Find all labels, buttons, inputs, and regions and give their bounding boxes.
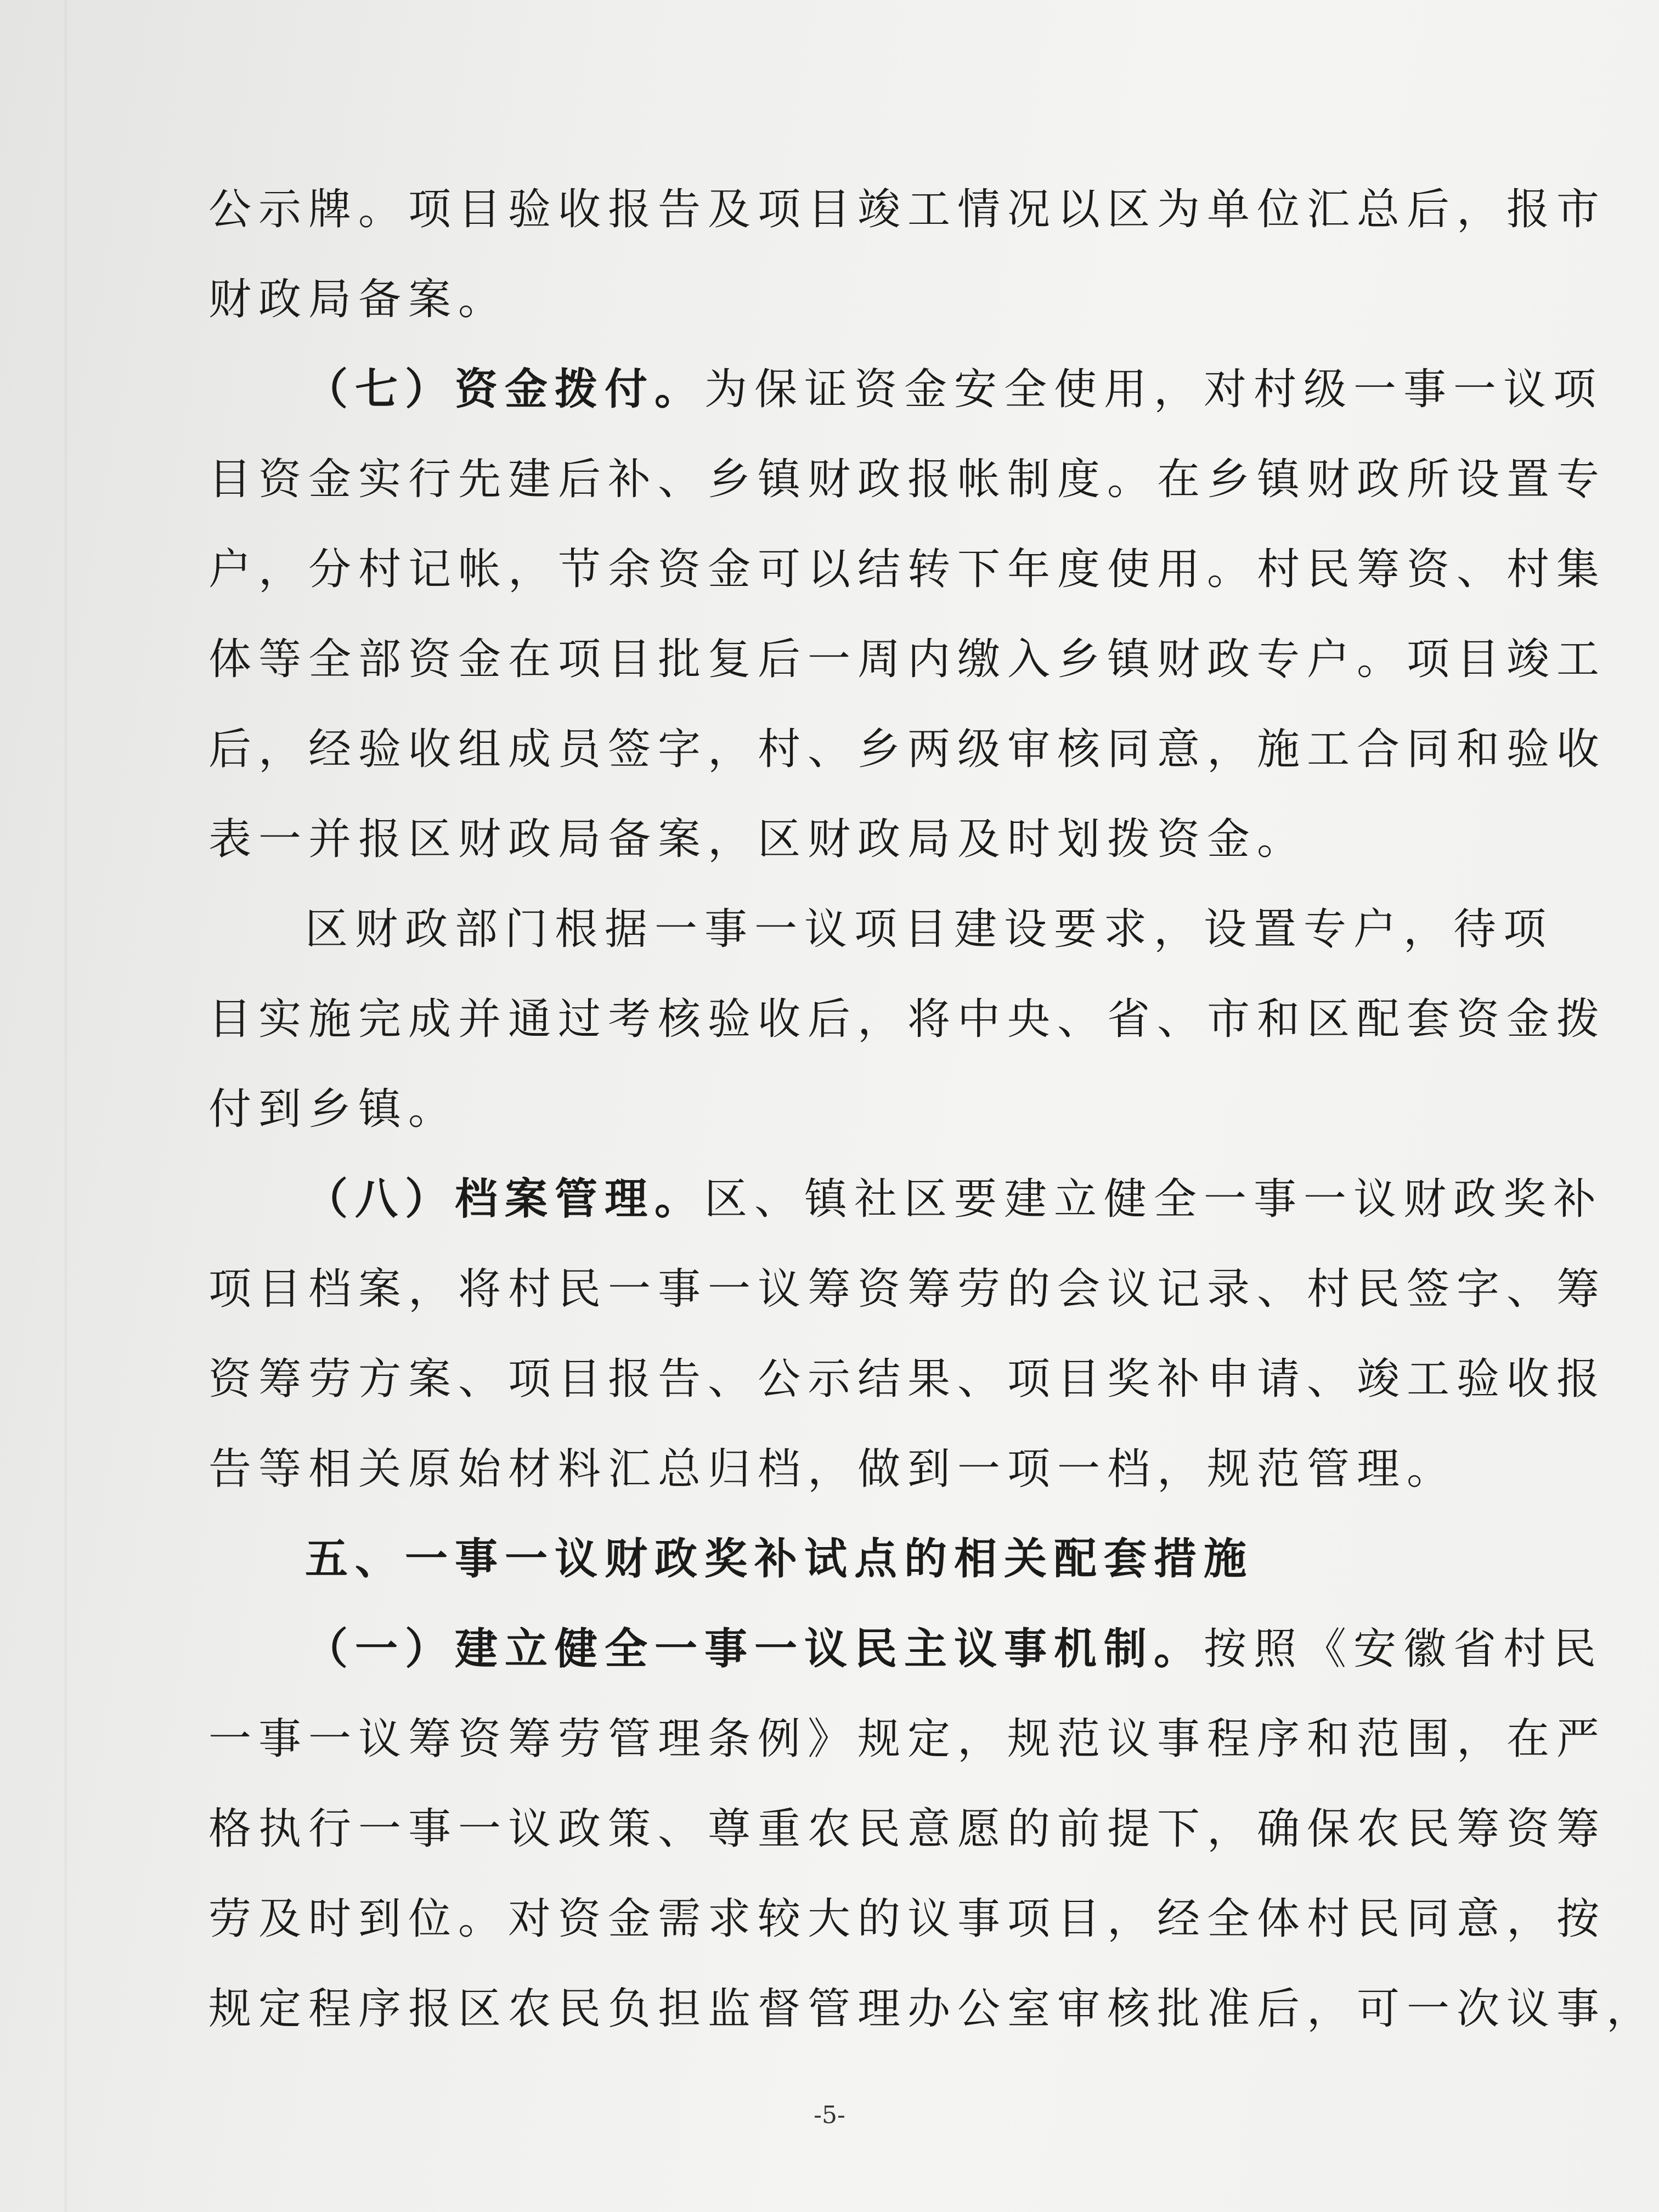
section-heading-7: （七）资金拨付。 [305,365,705,414]
text-line: 后，经验收组成员签字，村、乡两级审核同意，施工合同和验收 [208,725,1607,774]
page-number: -5- [814,2101,845,2129]
text-line: 付到乡镇。 [208,1085,459,1134]
paragraph-8-first-line [208,1154,1604,1244]
paragraph-5-1-first-line [208,1604,1604,1694]
text-line: 为保证资金安全使用，对村级一事一议项 [704,365,1604,414]
text-line: 户，分村记帐，节余资金可以结转下年度使用。村民筹资、村集 [208,545,1607,594]
text-line: 目资金实行先建后补、乡镇财政报帐制度。在乡镇财政所设置专 [208,455,1607,504]
page-edge-shadow [65,0,68,2212]
text-line: 目实施完成并通过考核验收后，将中央、省、市和区配套资金拨 [208,995,1607,1044]
section-heading-8: （八）档案管理。 [305,1175,705,1224]
text-line: 项目档案，将村民一事一议筹资筹劳的会议记录、村民签字、筹 [208,1265,1607,1314]
text-line: 告等相关原始材料汇总归档，做到一项一档，规范管理。 [208,1444,1457,1494]
text-line: 规定程序报区农民负担监督管理办公室审核批准后，可一次议事， [208,1984,1657,2034]
text-line: 体等全部资金在项目批复后一周内缴入乡镇财政专户。项目竣工 [208,635,1607,684]
text-line: 一事一议筹资筹劳管理条例》规定，规范议事程序和范围，在严 [208,1714,1607,1764]
text-line: 资筹劳方案、项目报告、公示结果、项目奖补申请、竣工验收报 [208,1355,1607,1404]
chapter-heading-5: 五、一事一议财政奖补试点的相关配套措施 [305,1534,1254,1584]
paragraph-7-first-line [208,345,1604,435]
text-line: 格执行一事一议政策、尊重农民意愿的前提下，确保农民筹资筹 [208,1804,1607,1854]
text-line: 区财政部门根据一事一议项目建设要求，设置专户，待项 [305,905,1554,954]
body-text [208,165,1657,2054]
text-line: 公示牌。项目验收报告及项目竣工情况以区为单位汇总后，报市 [208,185,1607,234]
text-line: 表一并报区财政局备案，区财政局及时划拨资金。 [208,815,1307,864]
section-heading-5-1: （一）建立健全一事一议民主议事机制。 [305,1624,1204,1674]
text-line: 财政局备案。 [208,275,509,324]
text-line: 劳及时到位。对资金需求较大的议事项目，经全体村民同意，按 [208,1894,1607,1944]
text-line: 区、镇社区要建立健全一事一议财政奖补 [704,1175,1604,1224]
text-line: 按照《安徽省村民 [1204,1624,1604,1674]
